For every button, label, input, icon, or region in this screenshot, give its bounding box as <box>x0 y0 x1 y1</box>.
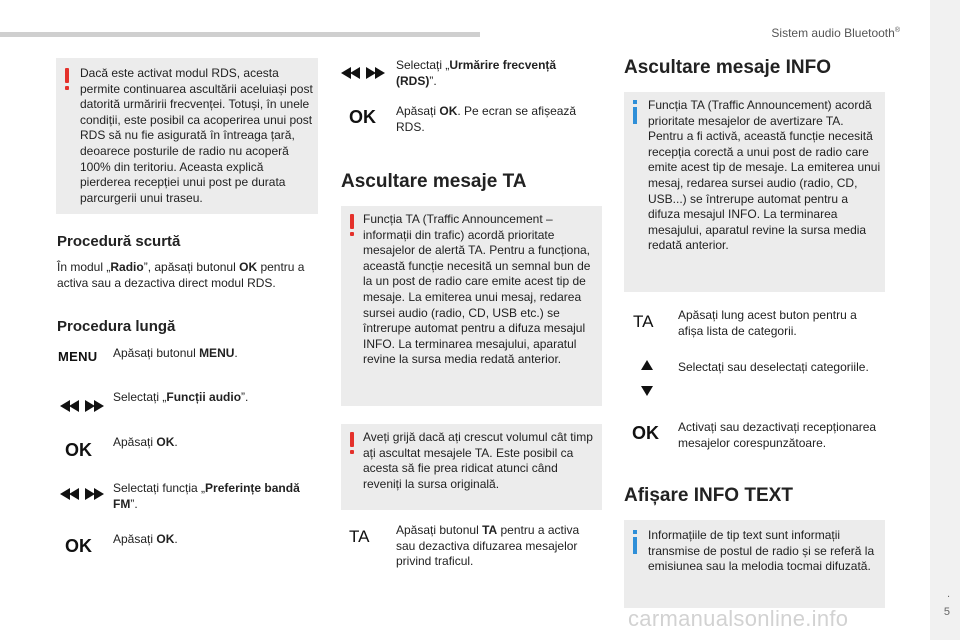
top-rule <box>0 32 480 37</box>
seek-left-right-icon <box>60 400 104 412</box>
menu-key-label: MENU <box>58 349 98 364</box>
ta-key-label: TA <box>349 527 370 546</box>
info-icon <box>632 100 638 124</box>
ta-key-label: TA <box>633 312 654 331</box>
page-number: 5 <box>943 606 950 618</box>
ok-key-label: OK <box>65 536 92 556</box>
step-toggle-messages: Activați sau dezactivați recepționarea mesajelor corespunzătoare. <box>678 420 877 450</box>
info-text-section-title: Afișare INFO TEXT <box>624 485 793 506</box>
warning-exclamation-icon <box>349 432 355 454</box>
ok-key-label: OK <box>65 440 92 460</box>
short-procedure-title: Procedură scurtă <box>57 233 181 250</box>
watermark: carmanualsonline.info <box>628 606 849 631</box>
step-select-categories: Selectați sau deselectați categoriile. <box>678 360 869 374</box>
seek-left-right-icon <box>60 488 104 500</box>
step-press-ok-rds: Apăsați OK. Pe ecran se afișează RDS. <box>396 104 577 134</box>
page-bullet: . <box>946 588 950 600</box>
ta-warning-text: Funcția TA (Traffic Announcement – informații din trafic) acordă prioritate mesajelor de alertă TA. Pentru a funcționa, această funcție necesită un semnal bun de la un post de radio care emite acest tip de mesaje. La emiterea unui mesaj, redarea sursei audio (radio, CD, USB etc.) se întrerupe automat pentru a difuza mesajul INFO. La terminarea mesajului, aparatul revine la sursa media redată anterior. <box>363 212 591 367</box>
step-select-rds-tracking: Selectați „Urmărire frecvență (RDS)”. <box>396 58 557 88</box>
page-header-title: Sistem audio Bluetooth® <box>771 26 900 40</box>
info-section-title: Ascultare mesaje INFO <box>624 57 831 78</box>
volume-warning-text: Aveți grijă dacă ați crescut volumul cât timp ați ascultat mesajele TA. Este posibil ca acesta să fie prea ridicat atunci când reveniți la sursa originală. <box>363 430 593 491</box>
info-box-text: Funcția TA (Traffic Announcement) acordă prioritate mesajelor de avertizare TA. Pentru a fi activă, această funcție necesită recepția corectă a unui post de radio care emite acest tip de mesaje. La emiterea unui mesaj, redarea sursei audio (radio, CD, USB...) se întrerupe automat pentru a difuza mesajul INFO. La terminarea mesajului, aparatul revine la sursa media redată anterior. <box>648 98 881 253</box>
long-procedure-title: Procedura lungă <box>57 318 176 335</box>
step-press-ok-1: Apăsați OK. <box>113 435 178 449</box>
rds-warning-text: Dacă este activat modul RDS, acesta permite continuarea ascultării aceluiași post datorită urmăririi frecvenței. Totuși, în unele condiții, este posibil ca acoperirea unui post RDS să nu fie asigurată în întreaga țară, deoarece posturile de radio nu acoperă 100% din teritoriu. Aceasta explică pierderea recepției unui post pe durata parcurgerii unui traseu. <box>80 66 313 205</box>
ok-key-label: OK <box>349 107 376 127</box>
warning-exclamation-icon <box>64 68 70 90</box>
step-long-press-ta: Apăsați lung acest buton pentru a afișa lista de categorii. <box>678 308 857 338</box>
step-select-audio-functions: Selectați „Funcții audio”. <box>113 390 249 404</box>
info-icon <box>632 530 638 554</box>
step-press-ta: Apăsați butonul TA pentru a activa sau dezactiva difuzarea mesajelor privind traficul. <box>396 523 580 569</box>
step-press-ok-2: Apăsați OK. <box>113 532 178 546</box>
ta-section-title: Ascultare mesaje TA <box>341 171 527 192</box>
short-procedure-text: În modul „Radio”, apăsați butonul OK pentru a activa sau a dezactiva direct modul RDS. <box>57 260 305 290</box>
up-down-arrow-icon <box>639 360 655 396</box>
info-text-box-text: Informațiile de tip text sunt informații transmise de postul de radio și se referă la emisiunea sau la melodia tocmai difuzată. <box>648 528 875 574</box>
ok-key-label: OK <box>632 423 659 443</box>
page-edge-strip <box>930 0 960 640</box>
step-select-fm-preferences: Selectați funcția „Preferințe bandă FM”. <box>113 481 300 511</box>
warning-exclamation-icon <box>349 214 355 236</box>
seek-left-right-icon <box>341 67 385 79</box>
step-press-menu: Apăsați butonul MENU. <box>113 346 238 360</box>
